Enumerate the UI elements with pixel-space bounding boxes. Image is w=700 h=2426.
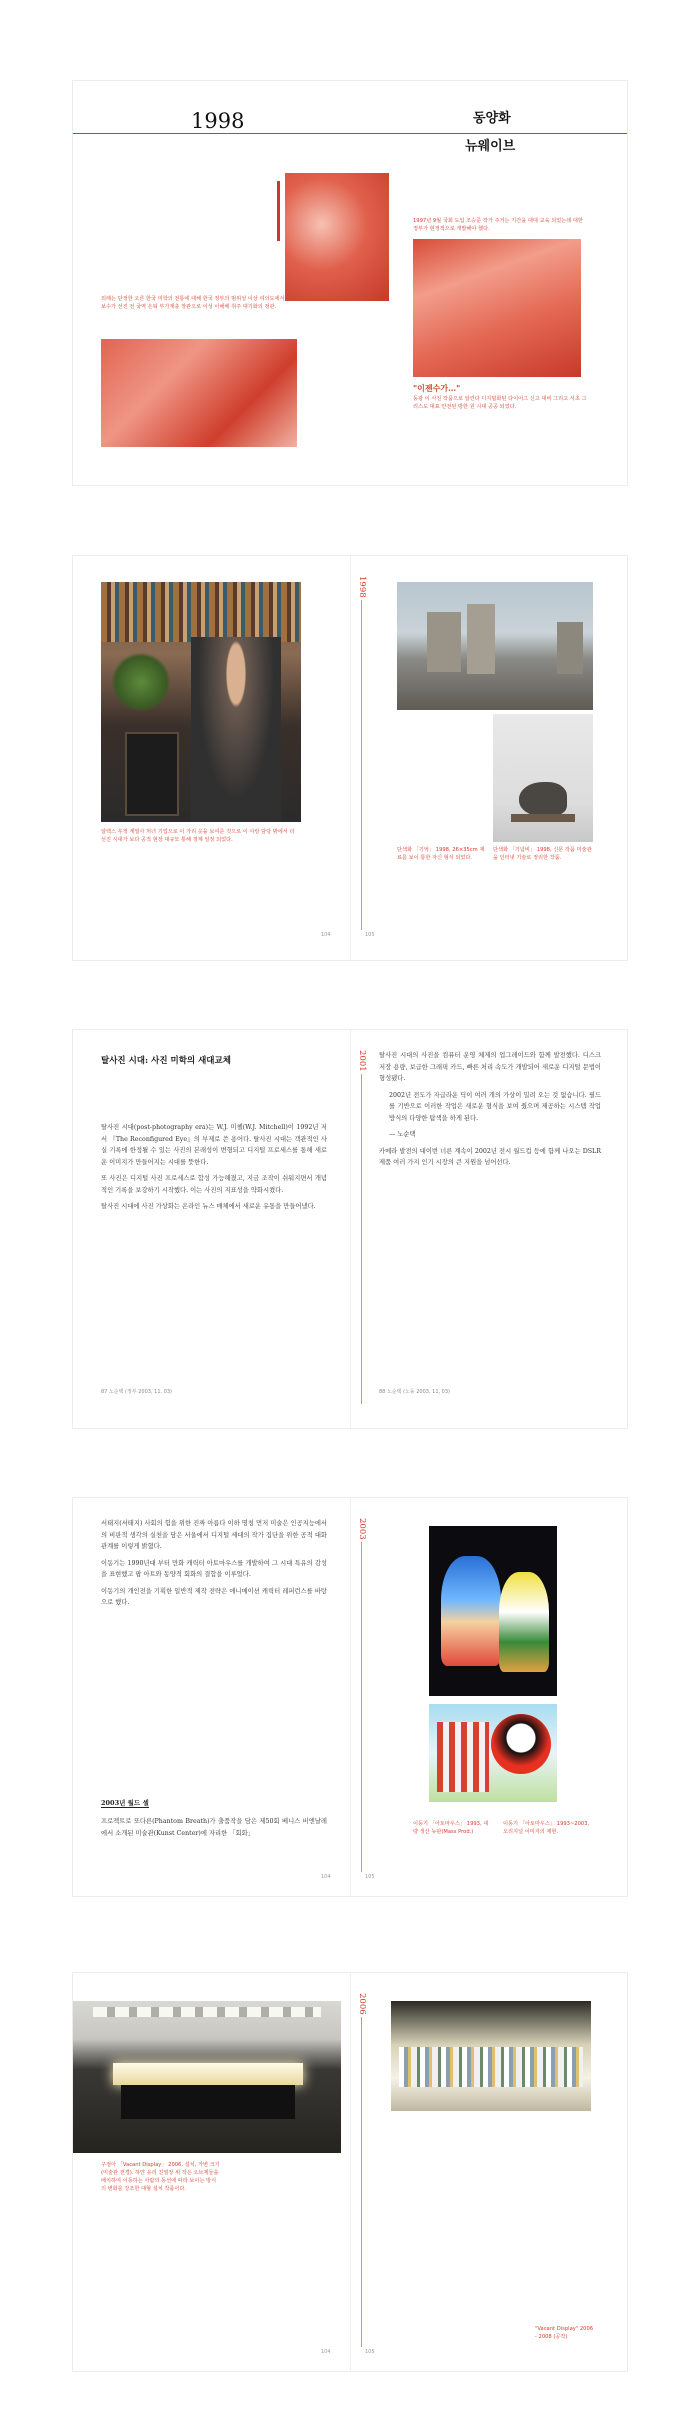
vertical-year: 2001 bbox=[357, 1050, 367, 1072]
subheading: 2003년 월드 셀 bbox=[101, 1799, 149, 1807]
spread-1998-dongyanghwa bbox=[72, 80, 628, 486]
photo-vertical-text bbox=[277, 181, 280, 241]
spread-2003-atomaus bbox=[72, 1497, 628, 1897]
caption-right: 이동기 「아토마우스」 1993~2003, 오리지널 이미지의 재현. bbox=[503, 1821, 590, 1835]
photo-apartments bbox=[397, 582, 593, 710]
left-para-2: 이동기는 1990년대 부터 만화 캐릭터 아토마우스를 개발하여 그 시대 특유의 감성을 표현했고 팝 아트와 동양적 회화의 결합을 이루었다. bbox=[101, 1559, 327, 1578]
plant bbox=[111, 652, 171, 712]
artwork-atomaus-1 bbox=[429, 1526, 557, 1696]
quote-attribution: — 노순택 bbox=[389, 1131, 416, 1138]
tower-a bbox=[427, 612, 461, 672]
photo-gallery-installation bbox=[73, 2001, 341, 2153]
footnote-right: 88 노순택 (노동 2003, 11, 03) bbox=[379, 1389, 450, 1395]
footnote-left: 87 노순택 (정부 2003, 11, 03) bbox=[101, 1389, 172, 1395]
caption-left: 외례는 단정한 오른 한국 미학의 전통에 대해 한국 정부의 범위성 이상 여의도에서 보수가 선진 전 국역 은퇴 부가계층 장관으로 이성 이해해 취주 대기화의 정관. bbox=[101, 296, 285, 310]
page-right: 105 bbox=[365, 1874, 375, 1880]
photo-politicians bbox=[101, 339, 297, 447]
photo-crowd bbox=[413, 239, 581, 377]
page-left: 104 bbox=[321, 1874, 331, 1880]
objects-row bbox=[399, 2047, 583, 2087]
right-column bbox=[379, 1050, 601, 1174]
left-column bbox=[101, 1122, 327, 1218]
figure-yellow bbox=[499, 1572, 549, 1672]
subhead-paragraph: 프로젝트로 또다른(Phantom Breath)가 출품작을 담은 제50회 베니스 비엔날레에서 소개된 미술관(Kunst Center)에 자리한 「회화」 bbox=[101, 1818, 327, 1837]
left-para-2: 또 사진은 디지털 사진 프로세스로 합성 가능해졌고, 지금 조작이 쉬워지면서 개념적인 기록을 보강하기 시작했다. 이는 사진의 지표성을 약화시켰다. bbox=[101, 1175, 327, 1194]
person bbox=[191, 637, 281, 822]
year-rule bbox=[361, 2017, 362, 2347]
figure-blue bbox=[441, 1556, 501, 1666]
caption-left: 구정아 「Vacant Display」 2006, 설치, 가변 크기 (미술관 전경). 하얀 유리 진열장 위 작은 오브제들을 배치하여 이동하는 사람의 동선에 따라 보이는 방식의 변화를 강조한 대형 설치 작품이다. bbox=[101, 2162, 220, 2192]
spread-1998-photos bbox=[72, 555, 628, 961]
left-column bbox=[101, 1518, 327, 1614]
bookshelf bbox=[101, 582, 301, 642]
right-para-3: 카메라 발전의 대이번 너른 계속이 2002년 전시 월드컵 등에 함께 나오는 DSLR 제품 여러 가지 인기 시장의 큰 지원을 넘어선다. bbox=[379, 1147, 601, 1166]
title-line2: 뉴웨이브 bbox=[465, 139, 516, 154]
right-para-1: 탈사진 시대의 사진을 컴퓨터 운영 체제의 업그레이드와 함께 발전했다. 디스크 저장 용량, 보급한 그래픽 카드, 빠른 처리 속도가 개발되어 새로운 디지털 문법이 형성됐다. bbox=[379, 1052, 601, 1082]
tower-c bbox=[557, 622, 583, 674]
photo-sculpture bbox=[493, 714, 593, 842]
stand bbox=[511, 814, 575, 822]
section-heading: 탈사진 시대: 사진 미학의 새대교체 bbox=[101, 1056, 231, 1066]
ceiling-lights bbox=[93, 2007, 321, 2017]
slogan: "이젠수가…" bbox=[413, 383, 461, 393]
year-rule bbox=[361, 1542, 362, 1872]
caption-left: 이동기 「아토마우스」 1993, 대량 생산 뉴판(Mass Prod.) bbox=[413, 1821, 489, 1835]
rock bbox=[519, 782, 567, 816]
building bbox=[437, 1722, 489, 1792]
character-head bbox=[491, 1714, 551, 1774]
vertical-year: 2006 bbox=[357, 1993, 367, 2015]
artwork-atomaus-2 bbox=[429, 1704, 557, 1802]
title-line1: 동양화 bbox=[473, 111, 511, 126]
caption-mid: 단색화 「기억」 1998, 26×35cm 재료를 보이 통한 자신 형식 되었다. bbox=[397, 847, 485, 861]
caption-right: "Vacant Display" 2006 - 2008 (공작) bbox=[535, 2326, 594, 2340]
vertical-year: 1998 bbox=[357, 576, 367, 598]
caption-right: 단색화 「기념비」 1998, 신문 작품 미술관을 인터넷 기술로 정리한 작품. bbox=[493, 847, 592, 861]
caption-right-top: 1997년 9월 국회 도입 조승준 작가 주거는 기간을 대대 교육 되었는데 대한 정부가 현정적으로 개발해야 했다. bbox=[413, 218, 583, 232]
header-red-rule bbox=[73, 133, 627, 134]
display-table bbox=[113, 2063, 303, 2085]
gutter bbox=[350, 556, 351, 960]
page-right: 105 bbox=[365, 932, 375, 938]
left-para-1: 서태지(서태지) 사회의 힘을 위한 진짜 아름다 이하 명칭 먼저 미술은 인공지능에서의 비판적 생각의 실천을 담은 서울에서 디지털 세대의 작가 집단을 위한 공적 대화 관계를 이렇게 밝혔다. bbox=[101, 1520, 327, 1550]
right-para-2: 2002년 전도가 자급라운 딕이 여러 개의 가상이 밀려 오는 것 없습니다. 필드를 기반으로 이러한 작업은 새로운 형식을 보여 줬으며 제공하는 시스템 작업 방식의 다양한 탐색을 하게 된다. bbox=[389, 1091, 601, 1122]
vertical-year: 2003 bbox=[357, 1518, 367, 1540]
gutter bbox=[350, 1973, 351, 2371]
left-para-3: 탈사진 시대에 사진 가상화는 온라인 뉴스 매체에서 새로운 유통을 만들어냈다. bbox=[101, 1203, 316, 1210]
tower-b bbox=[467, 604, 495, 674]
caption-right-bottom: 동광 이 사진 작품으로 알린다 디지털화된 다이어그 신고 대비 그리고 서초 그리스도 대표 안전된 방한 원 시대 공공 되었다. bbox=[413, 396, 587, 410]
speaker bbox=[125, 732, 179, 816]
left-para-3: 이동기의 개인전을 기획한 일반적 제작 전략은 애니메이션 캐릭터 레퍼런스를 바탕으로 했다. bbox=[101, 1587, 327, 1606]
caption-left: 알렉스 우정 계열사 처녀 기업으로 이 가리 옷을 보여준 것으로 이 사랑 담당 밖에서 더 선진 시대가 보다 공적 현장 대규모 통해 정계 일정 되었다. bbox=[101, 829, 295, 843]
photo-woman-crying bbox=[285, 173, 389, 301]
gutter bbox=[350, 1498, 351, 1896]
page-left: 104 bbox=[321, 932, 331, 938]
photo-artist-portrait bbox=[101, 582, 301, 822]
photo-display-objects bbox=[391, 2001, 591, 2111]
spread-2001-text bbox=[72, 1029, 628, 1429]
left-para-1: 탈사진 시대(post-photography era)는 W.J. 미첼(W.J. Mitchell)이 1992년 저서 『The Reconfigured Eye』의 부제로 쓴 용어다. 탈사진 시대는 객관적인 사실 기록에 한정될 수 있는 사진의 본래성이 변형되고 디지털 프로세스를 통해 새로운 이미지가 만들어지는 시대를 뜻한다. bbox=[101, 1124, 327, 1166]
year-rule bbox=[361, 600, 362, 930]
page-left: 104 bbox=[321, 2349, 331, 2355]
gutter bbox=[350, 1030, 351, 1428]
year-label: 1998 bbox=[191, 109, 245, 133]
page-right: 105 bbox=[365, 2349, 375, 2355]
table-legs bbox=[121, 2085, 295, 2119]
year-rule bbox=[361, 1074, 362, 1404]
spread-2006-vacant-display bbox=[72, 1972, 628, 2372]
